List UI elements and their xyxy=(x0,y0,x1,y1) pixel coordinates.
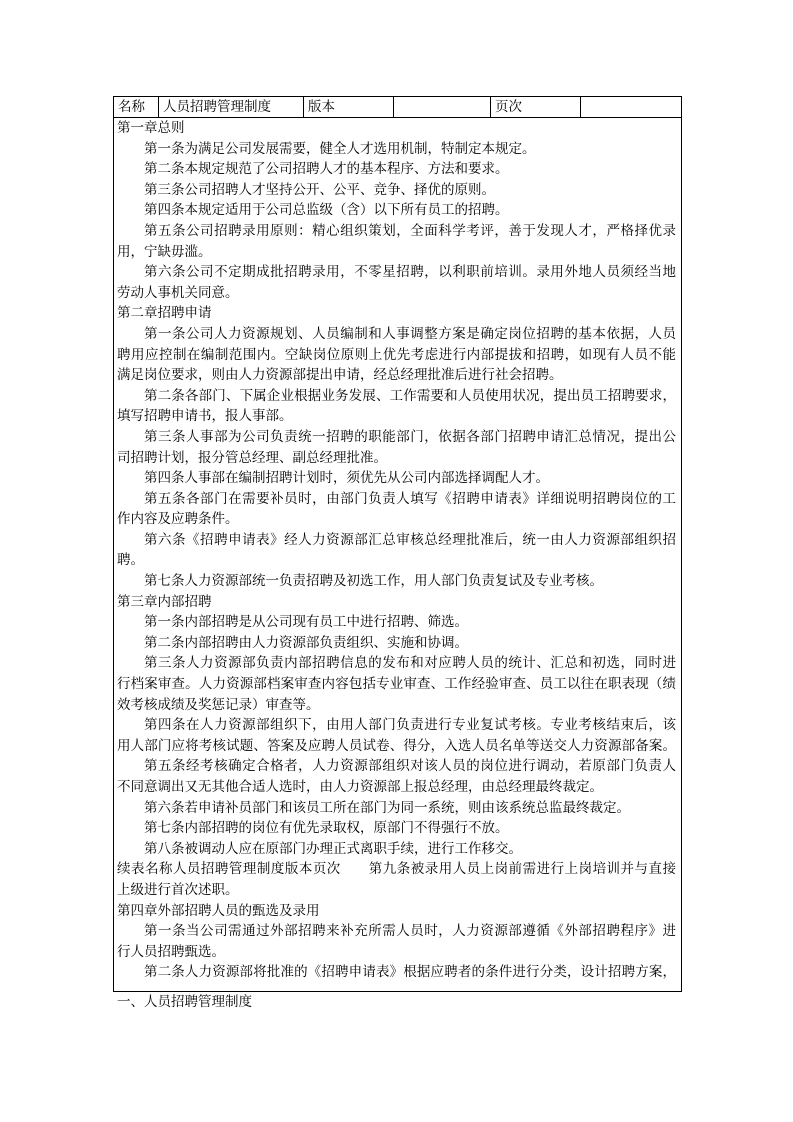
text-line: 第四章外部招聘人员的甄选及录用 xyxy=(117,902,320,919)
text-line: 效考核成绩及奖惩记录）审查等。 xyxy=(117,696,320,713)
text-line: 行档案审查。人力资源部档案审查内容包括专业审查、工作经验审查、员工以往在职表现（绩 xyxy=(117,676,676,693)
version-value xyxy=(394,97,491,117)
text-line: 第五条各部门在需要补员时，由部门负责人填写《招聘申请表》详细说明招聘岗位的工 xyxy=(144,490,676,507)
text-line: 第四条本规定适用于公司总监级（含）以下所有员工的招聘。 xyxy=(144,202,509,219)
text-line: 作内容及应聘条件。 xyxy=(117,511,239,528)
text-line: 第二条人力资源部将批准的《招聘申请表》根据应聘者的条件进行分类，设计招聘方案， xyxy=(144,964,676,981)
text-line: 第七条内部招聘的岗位有优先录取权，原部门不得强行不放。 xyxy=(144,820,509,837)
text-line: 第四条在人力资源部组织下，由用人部门负责进行专业复试考核。专业考核结束后，该 xyxy=(144,717,676,734)
text-line: 续表名称人员招聘管理制度版本页次 第九条被录用人员上岗前需进行上岗培训并与直接 xyxy=(117,861,676,878)
text-line: 第二章招聘申请 xyxy=(117,305,212,322)
text-line: 第六条《招聘申请表》经人力资源部汇总审核总经理批准后，统一由人力资源部组织招 xyxy=(144,531,676,548)
text-line: 第三条人力资源部负责内部招聘信息的发布和对应聘人员的统计、汇总和初选，同时进 xyxy=(144,655,676,672)
text-line: 用，宁缺毋滥。 xyxy=(117,243,212,260)
text-line: 第三条公司招聘人才坚持公开、公平、竞争、择优的原则。 xyxy=(144,181,495,198)
document-table xyxy=(113,96,682,992)
text-line: 第五条经考核确定合格者，人力资源部组织对该人员的岗位进行调动，若原部门负责人 xyxy=(144,758,676,775)
text-line: 劳动人事机关同意。 xyxy=(117,284,239,301)
page-label: 页次 xyxy=(491,97,581,117)
table-header-row xyxy=(114,97,681,118)
text-line: 不同意调出又无其他合适人选时，由人力资源部上报总经理，由总经理最终裁定。 xyxy=(117,779,603,795)
text-line: 第四条人事部在编制招聘计划时，须优先从公司内部选择调配人才。 xyxy=(144,470,549,487)
text-line: 第七条人力资源部统一负责招聘及初选工作，用人部门负责复试及专业考核。 xyxy=(144,573,603,590)
text-line: 第二条内部招聘由人力资源部负责组织、实施和协调。 xyxy=(144,634,468,651)
text-line: 聘用应控制在编制范围内。空缺岗位原则上优先考虑进行内部提拔和招聘，如现有人员不能 xyxy=(117,346,676,363)
text-line: 第一条公司人力资源规划、人员编制和人事调整方案是确定岗位招聘的基本依据，人员 xyxy=(144,325,676,342)
document-body xyxy=(114,118,681,991)
text-line: 第二条各部门、下属企业根据业务发展、工作需要和人员使用状况，提出员工招聘要求， xyxy=(144,387,676,404)
text-line: 第五条公司招聘录用原则：精心组织策划，全面科学考评，善于发现人才，严格择优录 xyxy=(144,222,676,239)
footer-title: 一、人员招聘管理制度 xyxy=(117,994,252,1010)
text-line: 第一条为满足公司发展需要，健全人才选用机制，特制定本规定。 xyxy=(144,140,536,157)
text-line: 第三条人事部为公司负责统一招聘的职能部门，依据各部门招聘申请汇总情况，提出公 xyxy=(144,428,676,445)
text-line: 聘。 xyxy=(117,552,144,569)
text-line: 司招聘计划，报分管总经理、副总经理批准。 xyxy=(117,449,387,466)
page-value xyxy=(581,97,681,117)
text-line: 行人员招聘甄选。 xyxy=(117,943,225,960)
text-line: 第八条被调动人应在原部门办理正式离职手续，进行工作移交。 xyxy=(144,840,522,857)
text-line: 第六条公司不定期成批招聘录用，不零星招聘，以利职前培训。录用外地人员须经当地 xyxy=(144,264,676,281)
text-line: 用人部门应将考核试题、答案及应聘人员试卷、得分，入选人员名单等送交人力资源部备案。 xyxy=(117,737,676,754)
version-label: 版本 xyxy=(304,97,394,117)
text-line: 第一条内部招聘是从公司现有员工中进行招聘、筛选。 xyxy=(144,614,468,631)
text-line: 第一章总则 xyxy=(117,120,185,136)
text-line: 满足岗位要求，则由人力资源部提出申请，经总经理批准后进行社会招聘。 xyxy=(117,367,563,384)
text-line: 上级进行首次述职。 xyxy=(117,881,239,898)
text-line: 第六条若申请补员部门和该员工所在部门为同一系统，则由该系统总监最终裁定。 xyxy=(144,799,630,816)
name-label: 名称 xyxy=(114,97,159,117)
name-value: 人员招聘管理制度 xyxy=(159,97,304,117)
text-line: 第一条当公司需通过外部招聘来补充所需人员时，人力资源部遵循《外部招聘程序》进 xyxy=(144,923,676,940)
text-line: 第三章内部招聘 xyxy=(117,593,212,610)
text-line: 填写招聘申请书，报人事部。 xyxy=(117,408,293,425)
text-line: 第二条本规定规范了公司招聘人才的基本程序、方法和要求。 xyxy=(144,161,509,178)
